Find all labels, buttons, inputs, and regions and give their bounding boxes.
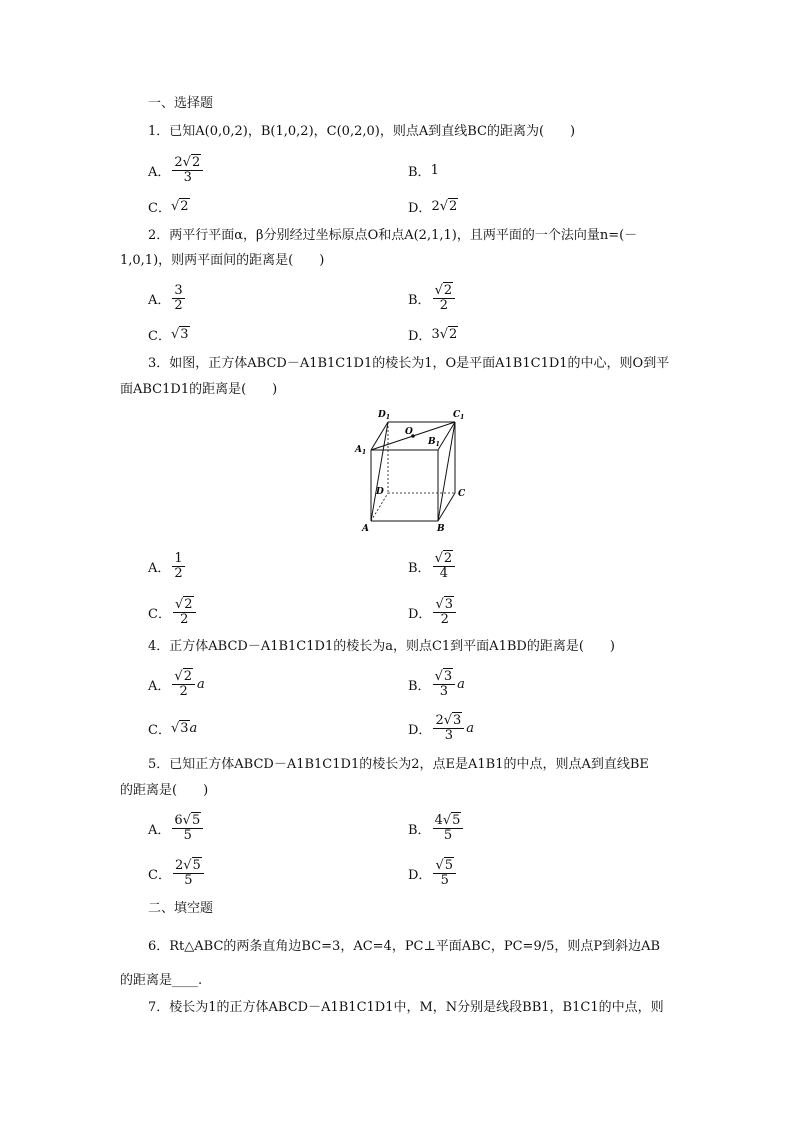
q3-stem-line1: 3．如图，正方体ABCD－A1B1C1D1的棱长为1，O是平面A1B1C1D1的中心，则O到平 <box>148 356 670 371</box>
q5-option-c: C． $\frac{2√5}{5}$ <box>148 853 206 893</box>
label-b1: $B_1$ <box>428 437 440 448</box>
label-c1: $C_1$ <box>453 410 465 421</box>
label-c: C <box>458 489 466 499</box>
q2-option-c: C． √3 <box>148 326 189 344</box>
q1-option-b: B． 1 <box>408 162 439 180</box>
label-o: O <box>405 427 413 437</box>
section-heading-fill: 二、填空题 <box>148 901 214 916</box>
label-a: A <box>362 524 369 534</box>
q5-option-a: A． $\frac{6√5}{5}$ <box>148 808 205 848</box>
q4-option-d: D． $\frac{2√3}{3}$ a <box>408 712 475 743</box>
q4-option-b: B． $\frac{√3}{3}$ a <box>408 668 465 699</box>
q1-option-d: D． 2√2 <box>408 198 458 216</box>
label-d: D <box>376 487 384 497</box>
q4-stem: 4．正方体ABCD－A1B1C1D1的棱长为a，则点C1到平面A1BD的距离是( ) <box>148 639 615 654</box>
q3-option-b: B． $\frac{√2}{4}$ <box>408 546 457 586</box>
q2-stem-line2: 1,0,1)，则两平面间的距离是( ) <box>120 253 325 268</box>
q2-stem-line1: 2．两平行平面α，β分别经过坐标原点O和点A(2,1,1)，且两平面的一个法向量n=(－ <box>148 228 638 243</box>
label-a1: $A_1$ <box>355 445 367 456</box>
q5-option-b: B． $\frac{4√5}{5}$ <box>408 808 465 848</box>
q1-option-c: C． √2 <box>148 198 189 216</box>
q3-option-d: D． $\frac{√3}{2}$ <box>408 592 458 632</box>
section-heading-choice: 一、选择题 <box>148 96 214 111</box>
q3-option-a: A． $\frac{1}{2}$ <box>148 550 183 581</box>
q5-option-d: D． $\frac{√5}{5}$ <box>408 853 458 893</box>
label-b: B <box>437 524 445 534</box>
q4-option-a: A． $\frac{√2}{2}$ a <box>148 668 205 699</box>
q1-stem: 1．已知A(0,0,2)，B(1,0,2)，C(0,2,0)，则点A到直线BC的距离为( ) <box>148 124 576 139</box>
label-d1: $D_1$ <box>378 410 390 421</box>
q3-stem-line2: 面ABC1D1的距离是( ) <box>120 382 278 397</box>
q5-stem-line1: 5．已知正方体ABCD－A1B1C1D1的棱长为2，点E是A1B1的中点，则点A到直线BE <box>148 757 649 772</box>
q3-option-c: C． $\frac{√2}{2}$ <box>148 592 198 632</box>
q6-stem-line2: 的距离是____. <box>120 973 203 988</box>
q4-option-c: C． √3a <box>148 720 198 738</box>
cube-figure <box>350 404 480 536</box>
q2-option-d: D． 3√2 <box>408 326 458 344</box>
q6-stem-line1: 6．Rt△ABC的两条直角边BC=3，AC=4，PC⊥平面ABC，PC=9/5，则点P到斜边AB <box>148 939 661 954</box>
q7-stem-line1: 7．棱长为1的正方体ABCD－A1B1C1D1中，M，N分别是线段BB1，B1C1的中点，则 <box>148 1000 664 1015</box>
q2-option-b: B． $\frac{√2}{2}$ <box>408 278 457 318</box>
q2-option-a: A． $\frac{3}{2}$ <box>148 282 183 313</box>
q1-option-a: A． $\frac{2√2}{3}$ <box>148 150 205 190</box>
q5-stem-line2: 的距离是( ) <box>120 783 209 798</box>
